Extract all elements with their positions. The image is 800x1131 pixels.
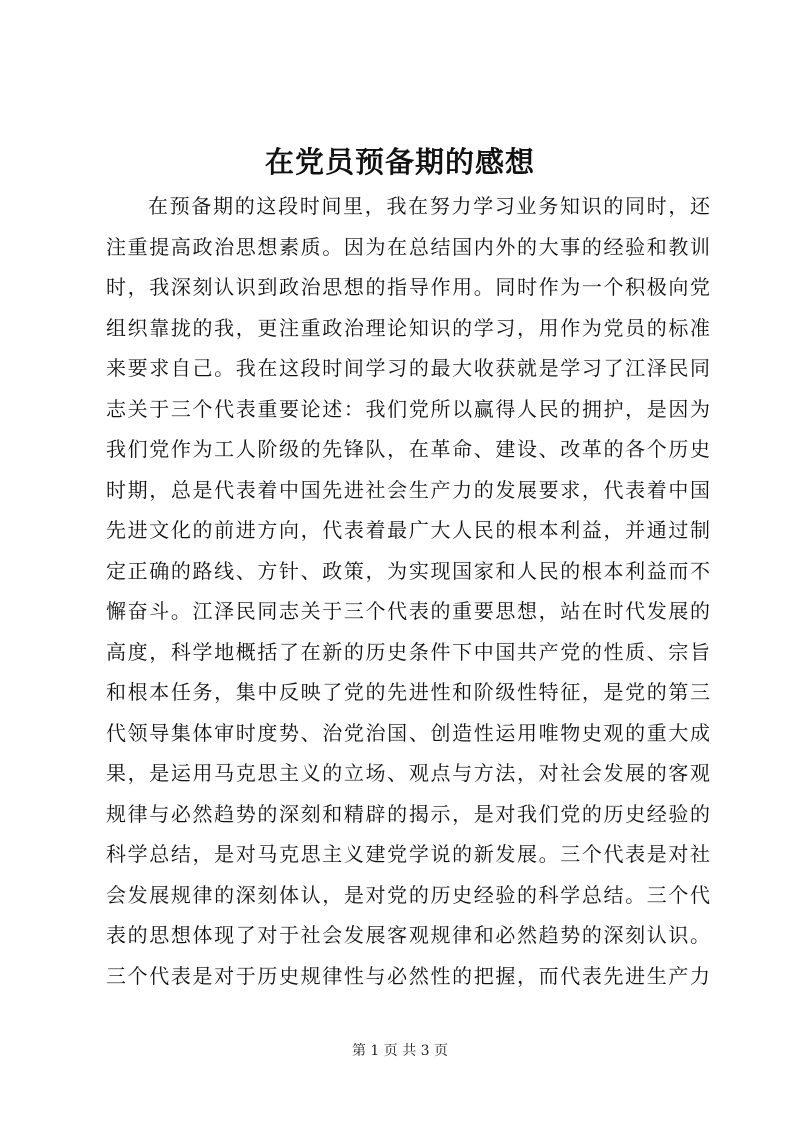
body-line: 表的思想体现了对于社会发展客观规律和必然趋势的深刻认识。 xyxy=(106,923,710,947)
body-line: 三个代表是对于历史规律性与必然性的把握，而代表先进生产力 xyxy=(106,963,710,988)
document-title: 在党员预备期的感想 xyxy=(264,145,535,179)
body-line: 果，是运用马克思主义的立场、观点与方法，对社会发展的客观 xyxy=(106,761,710,785)
page-number-footer: 第 1 页 共 3 页 xyxy=(351,1043,449,1059)
body-line: 注重提高政治思想素质。因为在总结国内外的大事的经验和教训 xyxy=(106,234,710,259)
body-line: 规律与必然趋势的深刻和精辟的揭示，是对我们党的历史经验的 xyxy=(106,801,710,826)
body-line: 志关于三个代表重要论述：我们党所以赢得人民的拥护，是因为 xyxy=(106,396,710,421)
body-line: 先进文化的前进方向，代表着最广大人民的根本利益，并通过制 xyxy=(106,518,710,542)
body-line: 和根本任务，集中反映了党的先进性和阶级性特征，是党的第三 xyxy=(106,680,710,704)
body-line: 懈奋斗。江泽民同志关于三个代表的重要思想，站在时代发展的 xyxy=(106,599,710,623)
document-body xyxy=(106,186,710,996)
body-line: 代领导集体审时度势、治党治国、创造性运用唯物史观的重大成 xyxy=(106,720,710,745)
body-line: 高度，科学地概括了在新的历史条件下中国共产党的性质、宗旨 xyxy=(106,639,710,664)
body-line: 组织靠拢的我，更注重政治理论知识的学习，用作为党员的标准 xyxy=(106,315,710,340)
body-line: 会发展规律的深刻体认，是对党的历史经验的科学总结。三个代 xyxy=(106,882,710,907)
body-line: 在预备期的这段时间里，我在努力学习业务知识的同时，还 xyxy=(148,194,710,218)
body-line: 来要求自己。我在这段时间学习的最大收获就是学习了江泽民同 xyxy=(106,356,710,380)
body-line: 时期，总是代表着中国先进社会生产力的发展要求，代表着中国 xyxy=(106,477,710,502)
body-line: 定正确的路线、方针、政策，为实现国家和人民的根本利益而不 xyxy=(106,558,710,583)
body-line: 时，我深刻认识到政治思想的指导作用。同时作为一个积极向党 xyxy=(106,275,710,299)
body-line: 科学总结，是对马克思主义建党学说的新发展。三个代表是对社 xyxy=(106,842,710,866)
body-line: 我们党作为工人阶级的先锋队，在革命、建设、改革的各个历史 xyxy=(106,437,710,461)
